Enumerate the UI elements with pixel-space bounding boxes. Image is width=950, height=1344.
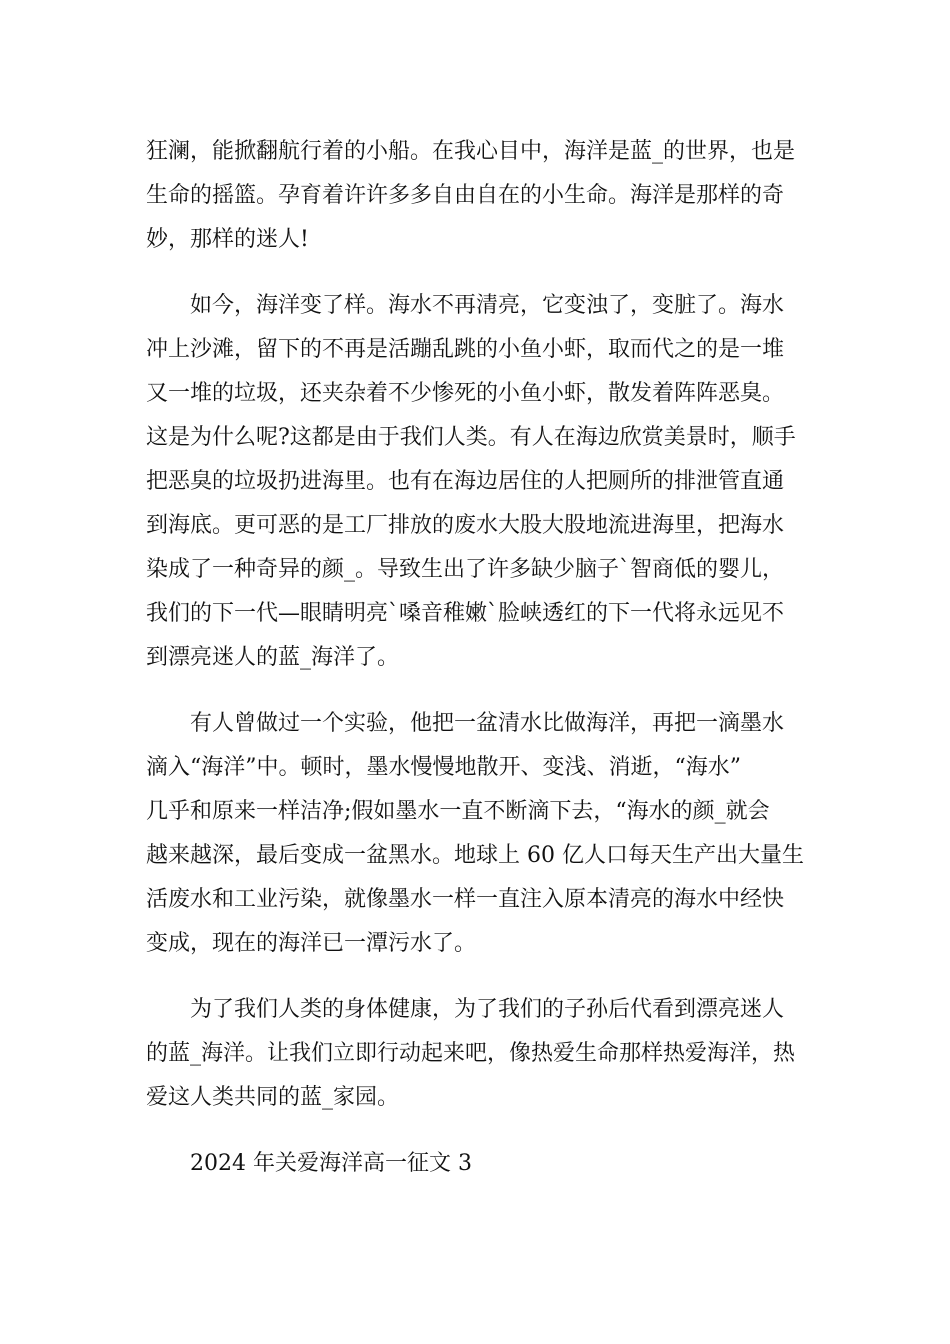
text-line: 狂澜，能掀翻航行着的小船。在我心目中，海洋是蓝_的世界，也是 bbox=[146, 139, 796, 164]
text-line: 到漂亮迷人的蓝_海洋了。 bbox=[146, 645, 400, 670]
text-line: 的蓝_海洋。让我们立即行动起来吧，像热爱生命那样热爱海洋，热 bbox=[146, 1041, 796, 1066]
text-line: 如今，海洋变了样。海水不再清亮，它变浊了，变脏了。海水 bbox=[190, 293, 785, 318]
text-line: 妙，那样的迷人! bbox=[146, 227, 309, 252]
text-line: 染成了一种奇异的颜_。导致生出了许多缺少脑子`智商低的婴儿， bbox=[146, 557, 785, 582]
document-body bbox=[146, 130, 806, 1186]
text-line: 把恶臭的垃圾扔进海里。也有在海边居住的人把厕所的排泄管直通 bbox=[146, 469, 785, 494]
text-line: 我们的下一代—眼睛明亮`嗓音稚嫩`脸峡透红的下一代将永远见不 bbox=[146, 601, 785, 626]
text-line: 活废水和工业污染，就像墨水一样一直注入原本清亮的海水中经快 bbox=[146, 887, 785, 912]
text-line: 为了我们人类的身体健康，为了我们的子孙后代看到漂亮迷人 bbox=[190, 997, 785, 1022]
paragraph-spacer bbox=[146, 1120, 806, 1142]
text-line: 几乎和原来一样洁净;假如墨水一直不断滴下去，“海水的颜_就会 bbox=[146, 799, 770, 824]
text-line: 到海底。更可恶的是工厂排放的废水大股大股地流进海里，把海水 bbox=[146, 513, 785, 538]
text-line: 滴入“海洋”中。顿时，墨水慢慢地散开、变浅、消逝，“海水” bbox=[146, 755, 741, 780]
text-line: 冲上沙滩，留下的不再是活蹦乱跳的小鱼小虾，取而代之的是一堆 bbox=[146, 337, 785, 362]
text-line: 有人曾做过一个实验，他把一盆清水比做海洋，再把一滴墨水 bbox=[190, 711, 785, 736]
paragraph-1 bbox=[146, 130, 806, 262]
paragraph-3 bbox=[146, 702, 806, 966]
paragraph-spacer bbox=[146, 262, 806, 284]
paragraph-4 bbox=[146, 988, 806, 1120]
text-line: 越来越深，最后变成一盆黑水。地球上 60 亿人口每天生产出大量生 bbox=[146, 843, 804, 868]
section-heading bbox=[146, 1142, 806, 1186]
text-line: 又一堆的垃圾，还夹杂着不少惨死的小鱼小虾，散发着阵阵恶臭。 bbox=[146, 381, 785, 406]
paragraph-2 bbox=[146, 284, 806, 680]
paragraph-spacer bbox=[146, 680, 806, 702]
text-line: 爱这人类共同的蓝_家园。 bbox=[146, 1085, 400, 1110]
text-line: 变成，现在的海洋已一潭污水了。 bbox=[146, 931, 477, 956]
paragraph-spacer bbox=[146, 966, 806, 988]
text-line: 2024 年关爱海洋高一征文 3 bbox=[190, 1151, 472, 1176]
text-line: 生命的摇篮。孕育着许许多多自由自在的小生命。海洋是那样的奇 bbox=[146, 183, 785, 208]
text-line: 这是为什么呢?这都是由于我们人类。有人在海边欣赏美景时，顺手 bbox=[146, 425, 796, 450]
